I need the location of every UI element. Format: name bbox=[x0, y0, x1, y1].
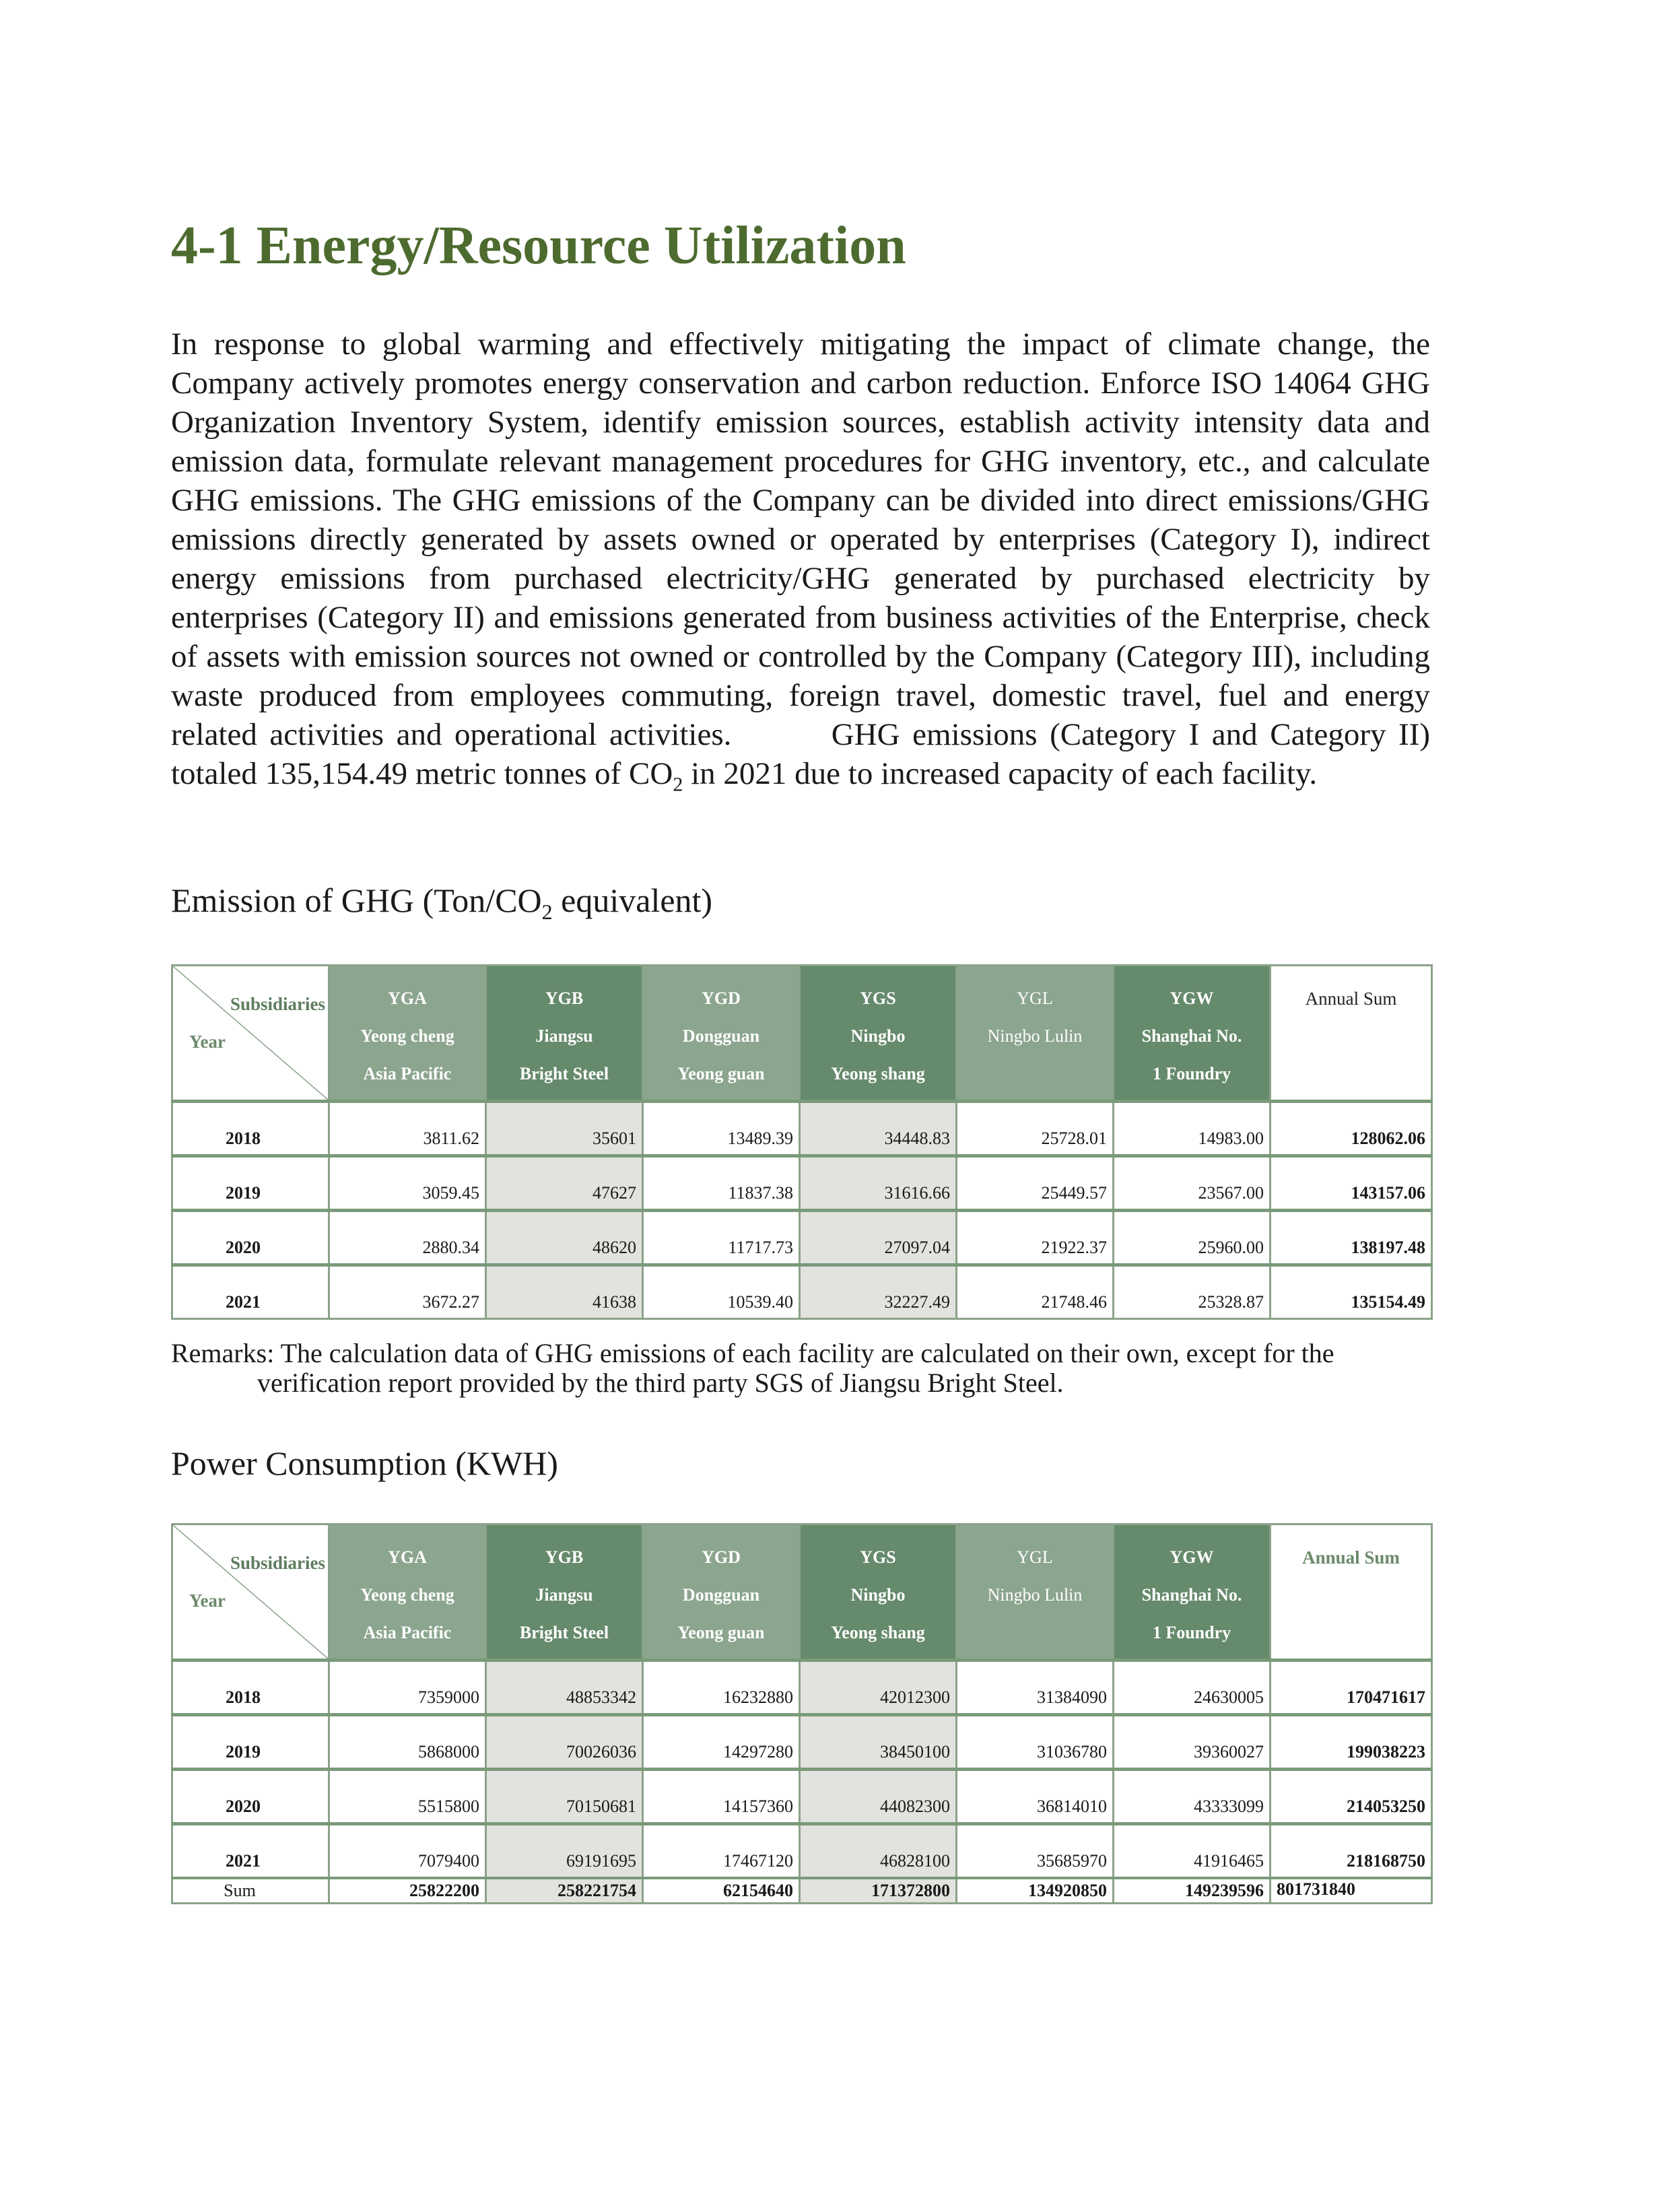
col-header-ygl: YGL Ningbo Lulin bbox=[957, 966, 1114, 1102]
annual-sum-cell: 218168750 bbox=[1271, 1824, 1432, 1879]
value-cell: 41638 bbox=[486, 1265, 643, 1319]
col-header-ygd: YGD Dongguan Yeong guan bbox=[643, 1524, 800, 1661]
ghg-heading-sub: 2 bbox=[541, 900, 553, 924]
col-header-ygs: YGS Ningbo Yeong shang bbox=[800, 1524, 957, 1661]
power-consumption-table bbox=[171, 1523, 1433, 1904]
corner-subsidiaries-label: Subsidiaries bbox=[230, 994, 325, 1014]
remarks-note bbox=[171, 1339, 1450, 1398]
value-cell: 21748.46 bbox=[957, 1265, 1114, 1319]
value-cell: 25728.01 bbox=[957, 1102, 1114, 1156]
year-cell: 2018 bbox=[172, 1661, 329, 1715]
value-cell: 7359000 bbox=[329, 1661, 486, 1715]
value-cell: 27097.04 bbox=[800, 1211, 957, 1265]
value-cell: 70026036 bbox=[486, 1715, 643, 1770]
corner-year-label: Year bbox=[189, 1032, 226, 1052]
value-cell: 39360027 bbox=[1114, 1715, 1271, 1770]
value-cell: 35601 bbox=[486, 1102, 643, 1156]
value-cell: 14983.00 bbox=[1114, 1102, 1271, 1156]
page-title: 4-1 Energy/Resource Utilization bbox=[171, 216, 906, 275]
value-cell: 3059.45 bbox=[329, 1156, 486, 1211]
value-cell: 48620 bbox=[486, 1211, 643, 1265]
annual-sum-cell: 128062.06 bbox=[1271, 1102, 1432, 1156]
annual-sum-cell: 143157.06 bbox=[1271, 1156, 1432, 1211]
ghg-corner-cell bbox=[172, 966, 329, 1102]
value-cell: 46828100 bbox=[800, 1824, 957, 1879]
col-header-annual-sum: Annual Sum bbox=[1271, 1524, 1432, 1661]
intro-tail-text: GHG emissions (Category I and Category II) totaled 135,154.49 metric tonnes of CO bbox=[171, 717, 1430, 791]
power-header-row bbox=[172, 1524, 1432, 1661]
value-cell: 36814010 bbox=[957, 1770, 1114, 1824]
value-cell: 3811.62 bbox=[329, 1102, 486, 1156]
sum-value-cell: 25822200 bbox=[329, 1878, 486, 1904]
intro-paragraph bbox=[171, 325, 1430, 804]
value-cell: 21922.37 bbox=[957, 1211, 1114, 1265]
col-header-yga: YGA Yeong cheng Asia Pacific bbox=[329, 1524, 486, 1661]
grand-total-cell: 801731840 bbox=[1271, 1878, 1432, 1904]
value-cell: 31036780 bbox=[957, 1715, 1114, 1770]
year-cell: 2020 bbox=[172, 1211, 329, 1265]
table-row bbox=[172, 1102, 1432, 1156]
sum-value-cell: 171372800 bbox=[800, 1878, 957, 1904]
col-header-ygb: YGB Jiangsu Bright Steel bbox=[486, 966, 643, 1102]
power-heading: Power Consumption (KWH) bbox=[171, 1444, 558, 1482]
value-cell: 31384090 bbox=[957, 1661, 1114, 1715]
col-header-ygl: YGL Ningbo Lulin bbox=[957, 1524, 1114, 1661]
col-header-ygw: YGW Shanghai No. 1 Foundry bbox=[1114, 1524, 1271, 1661]
value-cell: 35685970 bbox=[957, 1824, 1114, 1879]
year-cell: 2021 bbox=[172, 1265, 329, 1319]
ghg-heading-text-end: equivalent) bbox=[552, 881, 713, 919]
value-cell: 11717.73 bbox=[643, 1211, 800, 1265]
value-cell: 16232880 bbox=[643, 1661, 800, 1715]
remarks-line-1: Remarks: The calculation data of GHG emissions of each facility are calculated on their own, except for the bbox=[171, 1338, 1334, 1368]
table-row bbox=[172, 1211, 1432, 1265]
table-row bbox=[172, 1156, 1432, 1211]
value-cell: 38450100 bbox=[800, 1715, 957, 1770]
value-cell: 10539.40 bbox=[643, 1265, 800, 1319]
annual-sum-cell: 138197.48 bbox=[1271, 1211, 1432, 1265]
value-cell: 42012300 bbox=[800, 1661, 957, 1715]
intro-tail-text-end: in 2021 due to increased capacity of each facility. bbox=[683, 756, 1318, 791]
year-cell: 2018 bbox=[172, 1102, 329, 1156]
value-cell: 17467120 bbox=[643, 1824, 800, 1879]
value-cell: 41916465 bbox=[1114, 1824, 1271, 1879]
value-cell: 34448.83 bbox=[800, 1102, 957, 1156]
annual-sum-cell: 199038223 bbox=[1271, 1715, 1432, 1770]
value-cell: 5515800 bbox=[329, 1770, 486, 1824]
col-header-ygw: YGW Shanghai No. 1 Foundry bbox=[1114, 966, 1271, 1102]
power-corner-cell bbox=[172, 1524, 329, 1661]
value-cell: 44082300 bbox=[800, 1770, 957, 1824]
value-cell: 13489.39 bbox=[643, 1102, 800, 1156]
sum-value-cell: 258221754 bbox=[486, 1878, 643, 1904]
value-cell: 14297280 bbox=[643, 1715, 800, 1770]
year-cell: 2019 bbox=[172, 1156, 329, 1211]
corner-subsidiaries-label: Subsidiaries bbox=[230, 1553, 325, 1573]
co2-subscript: 2 bbox=[673, 773, 683, 796]
col-header-annual-sum: Annual Sum bbox=[1271, 966, 1432, 1102]
sum-value-cell: 134920850 bbox=[957, 1878, 1114, 1904]
col-header-ygd: YGD Dongguan Yeong guan bbox=[643, 966, 800, 1102]
sum-label-cell: Sum bbox=[172, 1878, 329, 1904]
value-cell: 24630005 bbox=[1114, 1661, 1271, 1715]
remarks-line-2: verification report provided by the third party SGS of Jiangsu Bright Steel. bbox=[257, 1368, 1064, 1398]
ghg-header-row bbox=[172, 966, 1432, 1102]
value-cell: 23567.00 bbox=[1114, 1156, 1271, 1211]
value-cell: 25328.87 bbox=[1114, 1265, 1271, 1319]
value-cell: 7079400 bbox=[329, 1824, 486, 1879]
value-cell: 47627 bbox=[486, 1156, 643, 1211]
table-row bbox=[172, 1265, 1432, 1319]
value-cell: 32227.49 bbox=[800, 1265, 957, 1319]
intro-main-text: In response to global warming and effectively mitigating the impact of climate change, the Company actively promotes energy conservation and carbon reduction. Enforce ISO 14064 GHG Organization Inventory System, identify emission sources, establish activity intensity data and emission data, formulate relevant management procedures for GHG inventory, etc., and calculate GHG emissions. The GHG emissions of the Company can be divided into direct emissions/GHG emissions directly generated by assets owned or operated by enterprises (Category I), indirect energy emissions from purchased electricity/GHG generated by purchased electricity by enterprises (Category II) and emissions generated from business activities of the Enterprise, check of assets with emission sources not owned or controlled by the Company (Category III), including waste produced from employees commuting, foreign travel, domestic travel, fuel and energy related activities and operational activities. bbox=[171, 327, 1430, 752]
col-header-ygb: YGB Jiangsu Bright Steel bbox=[486, 1524, 643, 1661]
ghg-heading bbox=[171, 883, 712, 923]
ghg-heading-text: Emission of GHG (Ton/CO bbox=[171, 881, 542, 919]
table-row bbox=[172, 1770, 1432, 1824]
sum-value-cell: 149239596 bbox=[1114, 1878, 1271, 1904]
year-cell: 2019 bbox=[172, 1715, 329, 1770]
value-cell: 3672.27 bbox=[329, 1265, 486, 1319]
annual-sum-cell: 214053250 bbox=[1271, 1770, 1432, 1824]
value-cell: 25960.00 bbox=[1114, 1211, 1271, 1265]
value-cell: 14157360 bbox=[643, 1770, 800, 1824]
sum-value-cell: 62154640 bbox=[643, 1878, 800, 1904]
value-cell: 70150681 bbox=[486, 1770, 643, 1824]
value-cell: 11837.38 bbox=[643, 1156, 800, 1211]
year-cell: 2020 bbox=[172, 1770, 329, 1824]
annual-sum-cell: 170471617 bbox=[1271, 1661, 1432, 1715]
value-cell: 2880.34 bbox=[329, 1211, 486, 1265]
value-cell: 43333099 bbox=[1114, 1770, 1271, 1824]
sum-row bbox=[172, 1878, 1432, 1904]
annual-sum-cell: 135154.49 bbox=[1271, 1265, 1432, 1319]
ghg-emissions-table bbox=[171, 964, 1433, 1320]
value-cell: 69191695 bbox=[486, 1824, 643, 1879]
table-row bbox=[172, 1715, 1432, 1770]
year-cell: 2021 bbox=[172, 1824, 329, 1879]
table-row bbox=[172, 1824, 1432, 1879]
col-header-ygs: YGS Ningbo Yeong shang bbox=[800, 966, 957, 1102]
value-cell: 31616.66 bbox=[800, 1156, 957, 1211]
corner-year-label: Year bbox=[189, 1590, 226, 1611]
table-row bbox=[172, 1661, 1432, 1715]
col-header-yga: YGA Yeong cheng Asia Pacific bbox=[329, 966, 486, 1102]
value-cell: 5868000 bbox=[329, 1715, 486, 1770]
value-cell: 25449.57 bbox=[957, 1156, 1114, 1211]
value-cell: 48853342 bbox=[486, 1661, 643, 1715]
